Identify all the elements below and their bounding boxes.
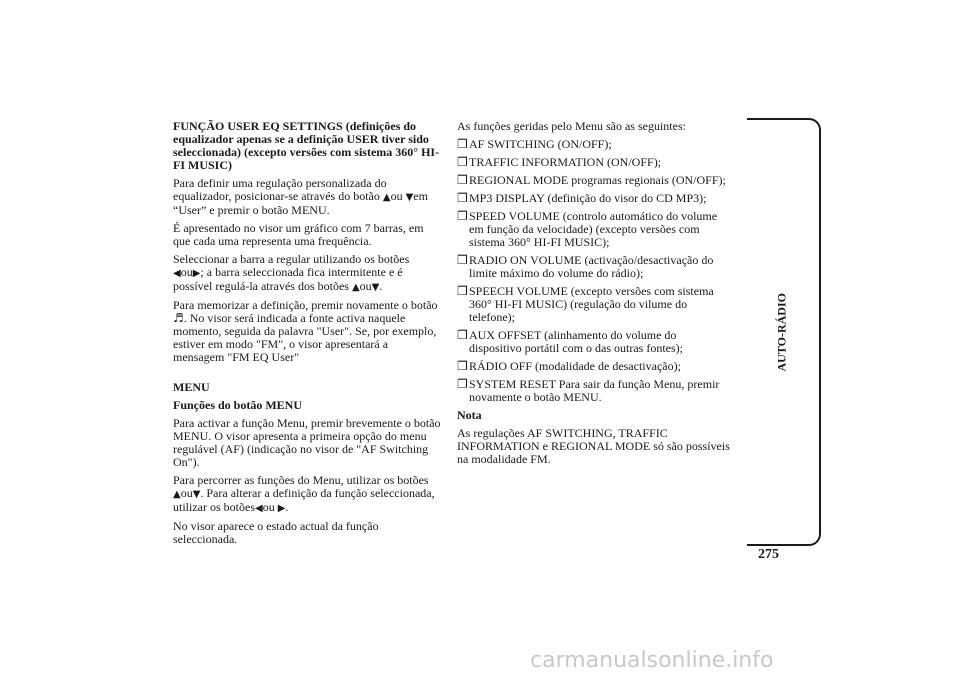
paragraph-select-bar: Seleccionar a barra a regular utilizando os botões ◀ou▶; a barra seleccionada fica intermitente e é possível regulá-la através dos botões ▲ou▼. [173,252,410,293]
right-arrow-icon: ▶ [277,503,286,514]
left-arrow-icon: ◀ [254,503,263,514]
list-item: ❒ SPEECH VOLUME (excepto versões com sistema 360° HI-FI MUSIC) (regulação do vilume do telefone); [457,284,714,324]
checkbox-bullet-icon: ❒ [457,155,468,169]
up-arrow-icon: ▲ [173,489,181,500]
paragraph-memorize: Para memorizar a definição, premir novamente o botão ♬. No visor será indicada a fonte activa naquele momento, seguida da palavra "User". Se, por exemplo, estiver em modo "FM", o visor apresentará a mensagem "FM EQ User" [173,298,438,364]
checkbox-bullet-icon: ❒ [457,284,468,298]
paragraph-state: No visor aparece o estado actual da função seleccionada. [173,519,379,546]
chapter-label: AUTO-RÁDIO [774,293,789,372]
right-arrow-icon: ▶ [192,268,201,279]
checkbox-bullet-icon: ❒ [457,328,468,342]
list-item: ❒ AF SWITCHING (ON/OFF); [457,137,612,151]
page-number: 275 [758,547,779,562]
down-arrow-icon: ▼ [405,192,414,203]
checkbox-bullet-icon: ❒ [457,137,468,151]
list-item: ❒ RÁDIO OFF (modalidade de desactivação); [457,359,681,373]
list-item: ❒ RADIO ON VOLUME (activação/desactivação do limite máximo do volume do rádio); [457,253,714,280]
paragraph-define: Para definir uma regulação personalizada do equalizador, posicionar-se através do botão ▲ou ▼em “User” e premir o botão MENU. [173,176,428,217]
paragraph-activate-menu: Para activar a função Menu, premir brevemente o botão MENU. O visor apresenta a primeira opção do menu regulável (AF) (indicação no visor de "AF Switching On"). [173,416,441,469]
menu-intro: As funções geridas pelo Menu são as seguintes: [457,119,686,133]
note-title: Nota [457,408,482,422]
checkbox-bullet-icon: ❒ [457,173,468,187]
left-arrow-icon: ◀ [173,268,181,279]
watermark: carmanualsonline.info [530,648,774,673]
paragraph-graph: É apresentado no visor um gráfico com 7 barras, em que cada uma representa uma frequência. [173,221,424,248]
list-item: ❒ TRAFFIC INFORMATION (ON/OFF); [457,155,662,169]
paragraph-scroll-menu: Para percorrer as funções do Menu, utilizar os botões ▲ou▼. Para alterar a definição da função seleccionada, utilizar os botões◀ou ▶. [173,473,435,514]
down-arrow-icon: ▼ [192,489,201,500]
list-item: ❒ SPEED VOLUME (controlo automático do volume em função da velocidade) (excepto versões com sistema 360° HI-FI MUSIC); [457,209,718,249]
right-column [457,120,732,471]
list-item: ❒ SYSTEM RESET Para sair da função Menu, premir novamente o botão MENU. [457,377,720,404]
up-arrow-icon: ▲ [382,192,391,203]
left-column [173,120,441,551]
up-arrow-icon: ▲ [351,282,360,293]
checkbox-bullet-icon: ❒ [457,377,468,391]
list-item: ❒ REGIONAL MODE programas regionais (ON/OFF); [457,173,726,187]
checkbox-bullet-icon: ❒ [457,359,468,373]
music-note-icon: ♬ [173,311,184,325]
note-text: As regulações AF SWITCHING, TRAFFIC INFORMATION e REGIONAL MODE só são possíveis na modalidade FM. [457,426,730,466]
down-arrow-icon: ▼ [371,282,380,293]
checkbox-bullet-icon: ❒ [457,191,468,205]
menu-heading: MENU [173,380,210,394]
section-heading: FUNÇÃO USER EQ SETTINGS (definições do equalizador apenas se a definição USER tiver sido seleccionada) (excepto versões com sistema 360° HI-FI MUSIC) [173,119,440,172]
checkbox-bullet-icon: ❒ [457,253,468,267]
checkbox-bullet-icon: ❒ [457,209,468,223]
menu-subheading: Funções do botão MENU [173,398,303,412]
list-item: ❒ MP3 DISPLAY (definição do visor do CD MP3); [457,191,707,205]
list-item: ❒ AUX OFFSET (alinhamento do volume do dispositivo portátil com o das outras fontes); [457,328,683,355]
